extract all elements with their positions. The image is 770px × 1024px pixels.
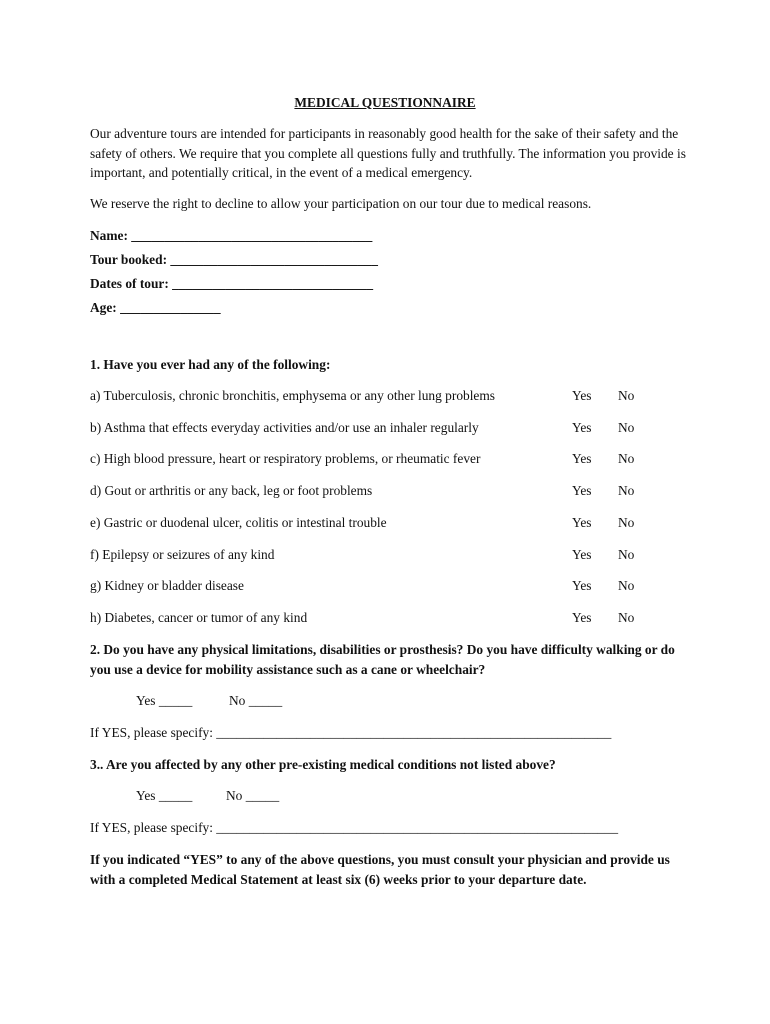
reserve-statement: We reserve the right to decline to allow your participation on our tour due to medical reasons. [90,196,592,211]
age-field[interactable]: Age: _______________ [90,300,221,315]
question-1e-yes-option[interactable]: Yes [572,515,592,530]
question-1f-no-option[interactable]: No [618,547,635,562]
closing-statement: If you indicated “YES” to any of the above questions, you must consult your physician and provide us with a completed Medical Statement at least six (6) weeks prior to your departure date. [90,852,670,887]
question-1h-no-option[interactable]: No [618,610,635,625]
question-1d-yes-option[interactable]: Yes [572,483,592,498]
question-1b-row [90,419,650,437]
intro-paragraph: Our adventure tours are intended for participants in reasonably good health for the sake of their safety and the safety of others. We require that you complete all questions fully and truthfully. The information you provide is important, and potentially critical, in the event of a medical emergency. [90,126,686,180]
question-1e-text: e) Gastric or duodenal ulcer, colitis or intestinal trouble [90,515,387,530]
question-1f-text: f) Epilepsy or seizures of any kind [90,547,275,562]
question-1b-text: b) Asthma that effects everyday activities and/or use an inhaler regularly [90,420,479,435]
question-1c-text: c) High blood pressure, heart or respiratory problems, or rheumatic fever [90,451,481,466]
question-1d-row [90,482,650,500]
question-1g-no-option[interactable]: No [618,578,635,593]
question-1a-no-option[interactable]: No [618,388,635,403]
question-1f-row [90,546,650,564]
question-1a-text: a) Tuberculosis, chronic bronchitis, emphysema or any other lung problems [90,388,495,403]
dates-of-tour-field[interactable]: Dates of tour: ______________________________ [90,276,374,291]
page-title: MEDICAL QUESTIONNAIRE [294,95,476,110]
question-1h-yes-option[interactable]: Yes [572,610,592,625]
question-1g-text: g) Kidney or bladder disease [90,578,244,593]
question-2-yes-blank[interactable]: Yes _____ [136,693,193,708]
question-1d-no-option[interactable]: No [618,483,635,498]
question-1a-yes-option[interactable]: Yes [572,388,592,403]
question-3-specify-field[interactable]: If YES, please specify: ____________________________________________________________ [90,820,619,835]
question-1a-row [90,387,650,405]
question-2-no-blank[interactable]: No _____ [229,693,283,708]
question-1h-row [90,609,650,627]
question-2-heading: 2. Do you have any physical limitations, disabilities or prosthesis? Do you have difficulty walking or do you use a device for mobility assistance such as a cane or wheelchair? [90,642,675,677]
question-1e-no-option[interactable]: No [618,515,635,530]
question-1f-yes-option[interactable]: Yes [572,547,592,562]
question-1g-yes-option[interactable]: Yes [572,578,592,593]
question-3-heading: 3.. Are you affected by any other pre-existing medical conditions not listed above? [90,757,556,772]
question-1e-row [90,514,650,532]
name-field[interactable]: Name: ____________________________________ [90,228,373,243]
question-1c-no-option[interactable]: No [618,451,635,466]
question-1-heading: 1. Have you ever had any of the following: [90,357,331,372]
question-2-specify-field[interactable]: If YES, please specify: ___________________________________________________________ [90,725,612,740]
question-1c-row [90,450,650,468]
question-1h-text: h) Diabetes, cancer or tumor of any kind [90,610,308,625]
question-1d-text: d) Gout or arthritis or any back, leg or foot problems [90,483,373,498]
question-3-no-blank[interactable]: No _____ [226,788,280,803]
question-1b-yes-option[interactable]: Yes [572,420,592,435]
tour-booked-field[interactable]: Tour booked: _______________________________ [90,252,378,267]
question-3-yes-blank[interactable]: Yes _____ [136,788,193,803]
question-1g-row [90,577,650,595]
question-1b-no-option[interactable]: No [618,420,635,435]
question-1c-yes-option[interactable]: Yes [572,451,592,466]
